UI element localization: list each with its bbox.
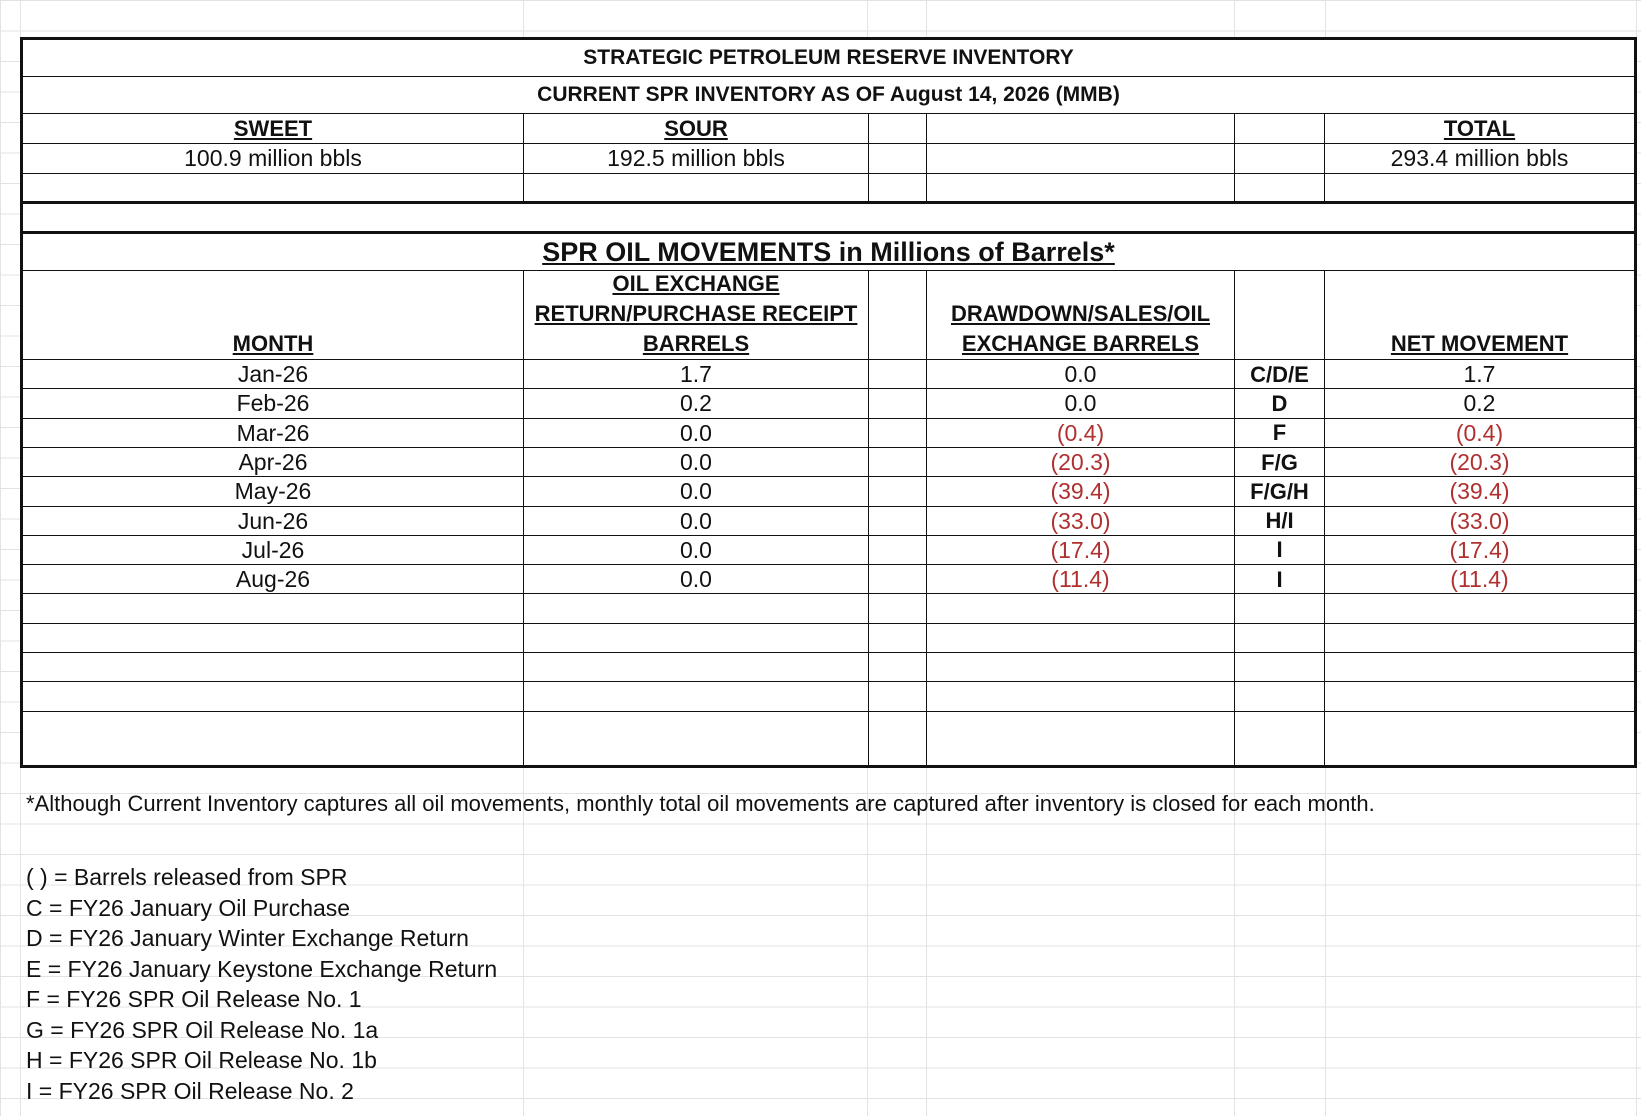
code-cell: I [1276,566,1283,592]
table-row [23,448,1634,477]
legend-item: C = FY26 January Oil Purchase [26,894,351,921]
table-row [23,477,1634,506]
month-cell: Jul-26 [241,536,305,563]
legend-item: I = FY26 SPR Oil Release No. 2 [26,1077,354,1104]
month-cell: May-26 [234,478,312,505]
drawdown-cell: (33.0) [1050,507,1111,534]
drawdown-header [927,271,1234,359]
drawdown-cell: (20.3) [1050,449,1111,476]
receipt-cell: 0.2 [680,390,712,417]
total-value: 293.4 million bbls [1390,145,1569,171]
receipt-cell: 0.0 [680,478,712,505]
receipt-header [524,271,868,359]
net-movement-header [1325,271,1634,359]
legend-item: F = FY26 SPR Oil Release No. 1 [26,986,362,1012]
code-cell: D [1271,390,1288,416]
month-header-text: MONTH [232,331,314,356]
sour-value: 192.5 million bbls [607,145,785,171]
receipt-header-line3: BARRELS [642,331,750,356]
receipt-header-line2: RETURN/PURCHASE RECEIPT [534,301,858,326]
month-cell: Mar-26 [236,419,310,446]
sheet-title: STRATEGIC PETROLEUM RESERVE INVENTORY [583,46,1074,69]
drawdown-cell: (0.4) [1056,419,1105,446]
legend-item: H = FY26 SPR Oil Release No. 1b [26,1047,377,1073]
code-cell: F/G [1261,449,1298,475]
drawdown-cell: 0.0 [1064,361,1097,388]
inventory-heading: CURRENT SPR INVENTORY AS OF August 14, 2026 (MMB) [537,83,1120,106]
month-cell: Apr-26 [238,449,308,476]
drawdown-header-line1: DRAWDOWN/SALES/OIL [950,301,1211,326]
net-movement-cell: 0.2 [1463,390,1496,417]
net-movement-header-text: NET MOVEMENT [1390,331,1569,356]
receipt-cell: 1.7 [680,361,712,388]
movements-heading: SPR OIL MOVEMENTS in Millions of Barrels* [542,236,1115,267]
legend-item: E = FY26 January Keystone Exchange Return [26,955,498,982]
sour-label: SOUR [664,115,728,141]
table-row [23,682,1634,711]
total-label: TOTAL [1443,115,1516,141]
legend-item: G = FY26 SPR Oil Release No. 1a [26,1016,379,1043]
table-row [23,389,1634,418]
table-row [23,653,1634,682]
table-row [23,594,1634,623]
table-row [23,712,1634,741]
net-movement-cell: (17.4) [1449,536,1510,563]
code-cell: C/D/E [1250,361,1309,387]
receipt-cell: 0.0 [680,536,712,563]
receipt-cell: 0.0 [680,566,712,593]
month-cell: Jun-26 [237,507,309,534]
drawdown-cell: (11.4) [1051,566,1110,593]
month-cell: Jan-26 [237,361,309,388]
receipt-header-line1: OIL EXCHANGE [612,271,780,296]
legend [26,862,497,1106]
drawdown-header-line2: EXCHANGE BARRELS [961,331,1200,356]
code-cell: H/I [1265,508,1294,534]
spr-inventory-sheet [20,37,1637,768]
month-cell: Aug-26 [235,566,311,593]
receipt-cell: 0.0 [680,419,712,446]
net-movement-cell: (20.3) [1449,449,1510,476]
net-movement-cell: (0.4) [1455,419,1504,446]
drawdown-cell: (39.4) [1050,478,1111,505]
month-cell: Feb-26 [236,390,310,417]
net-movement-cell: 1.7 [1463,361,1496,388]
net-movement-cell: (33.0) [1449,507,1510,534]
legend-item: D = FY26 January Winter Exchange Return [26,925,469,951]
code-cell: F/G/H [1250,478,1309,504]
receipt-cell: 0.0 [680,507,712,534]
sweet-value: 100.9 million bbls [184,145,362,171]
table-row [23,536,1634,565]
net-movement-cell: (39.4) [1449,478,1510,505]
table-row [23,507,1634,536]
month-header [23,271,523,359]
code-cell: F [1272,420,1287,446]
drawdown-cell: (17.4) [1050,536,1111,563]
table-row [23,419,1634,448]
net-movement-cell: (11.4) [1450,566,1509,593]
drawdown-cell: 0.0 [1064,390,1097,417]
legend-item: ( ) = Barrels released from SPR [26,864,348,890]
table-row [23,360,1634,389]
receipt-cell: 0.0 [680,449,712,476]
footnote: *Although Current Inventory captures all oil movements, monthly total oil movements are captured after inventory is closed for each month. [26,791,1375,816]
sweet-label: SWEET [233,115,313,141]
code-cell: I [1276,537,1283,563]
table-row [23,565,1634,594]
table-row [23,624,1634,653]
